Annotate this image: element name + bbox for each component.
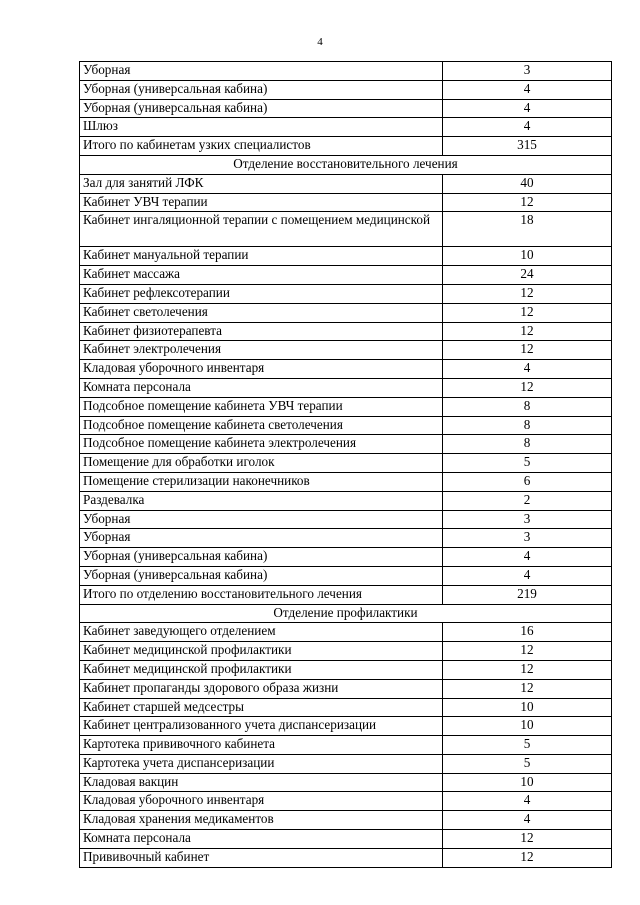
page-number: 4 [317,36,323,48]
room-name: Кабинет централизованного учета диспансеризации [80,717,443,736]
total-area: 315 [443,137,612,156]
room-name: Уборная [80,62,443,81]
room-area: 12 [443,284,612,303]
room-area: 4 [443,99,612,118]
room-area: 18 [443,212,612,247]
room-area: 12 [443,848,612,867]
room-name: Кабинет заведующего отделением [80,623,443,642]
room-area: 10 [443,773,612,792]
total-label: Итого по кабинетам узких специалистов [80,137,443,156]
room-area: 6 [443,472,612,491]
room-name: Кабинет старшей медсестры [80,698,443,717]
table-row [80,623,612,642]
room-area: 16 [443,623,612,642]
table-row [80,566,612,585]
total-row [80,137,612,156]
room-area: 3 [443,529,612,548]
room-name: Комната персонала [80,830,443,849]
room-area: 5 [443,754,612,773]
room-name: Уборная [80,510,443,529]
room-name: Кабинет пропаганды здорового образа жизни [80,679,443,698]
room-name: Кабинет электролечения [80,341,443,360]
table-row [80,754,612,773]
table-row [80,435,612,454]
table-row [80,212,612,247]
room-name: Картотека учета диспансеризации [80,754,443,773]
room-name: Кабинет физиотерапевта [80,322,443,341]
room-area: 4 [443,360,612,379]
room-area: 4 [443,118,612,137]
room-area: 5 [443,736,612,755]
room-area: 8 [443,416,612,435]
room-name: Уборная (универсальная кабина) [80,566,443,585]
room-area: 4 [443,80,612,99]
rooms-area-table [79,61,612,868]
room-area: 12 [443,193,612,212]
room-area: 3 [443,62,612,81]
room-area: 8 [443,397,612,416]
table-row [80,378,612,397]
table-row [80,642,612,661]
table-row [80,62,612,81]
section-header-row [80,604,612,623]
room-name: Прививочный кабинет [80,848,443,867]
room-name: Кабинет мануальной терапии [80,247,443,266]
table-row [80,698,612,717]
table-row [80,510,612,529]
room-area: 10 [443,247,612,266]
room-name: Шлюз [80,118,443,137]
room-area: 4 [443,548,612,567]
room-area: 4 [443,811,612,830]
room-name: Уборная (универсальная кабина) [80,548,443,567]
room-name: Уборная (универсальная кабина) [80,80,443,99]
room-name: Помещение для обработки иголок [80,454,443,473]
room-name: Комната персонала [80,378,443,397]
room-area: 12 [443,322,612,341]
room-area: 12 [443,660,612,679]
table-row [80,717,612,736]
room-name: Кладовая уборочного инвентаря [80,360,443,379]
room-area: 4 [443,792,612,811]
table-row [80,529,612,548]
room-name: Кабинет ингаляционной терапии с помещением медицинской [80,212,443,247]
section-title: Отделение восстановительного лечения [80,155,612,174]
room-area: 12 [443,378,612,397]
room-name: Кабинет медицинской профилактики [80,660,443,679]
table-row [80,472,612,491]
room-name: Кладовая вакцин [80,773,443,792]
table-row [80,193,612,212]
table-row [80,548,612,567]
room-area: 10 [443,717,612,736]
room-name: Кабинет рефлексотерапии [80,284,443,303]
table-row [80,341,612,360]
room-name: Кладовая уборочного инвентаря [80,792,443,811]
room-name: Уборная [80,529,443,548]
table-row [80,360,612,379]
room-name: Подсобное помещение кабинета УВЧ терапии [80,397,443,416]
room-name: Кабинет медицинской профилактики [80,642,443,661]
room-name: Уборная (универсальная кабина) [80,99,443,118]
room-name: Картотека прививочного кабинета [80,736,443,755]
room-name: Подсобное помещение кабинета электролечения [80,435,443,454]
rooms-table-body [80,62,612,868]
table-row [80,397,612,416]
room-area: 8 [443,435,612,454]
table-row [80,811,612,830]
table-row [80,454,612,473]
room-area: 2 [443,491,612,510]
table-row [80,773,612,792]
table-row [80,247,612,266]
table-row [80,491,612,510]
room-area: 5 [443,454,612,473]
room-name: Кладовая хранения медикаментов [80,811,443,830]
room-name: Раздевалка [80,491,443,510]
room-area: 4 [443,566,612,585]
table-row [80,174,612,193]
room-name: Кабинет УВЧ терапии [80,193,443,212]
room-name: Помещение стерилизации наконечников [80,472,443,491]
room-area: 12 [443,642,612,661]
table-row [80,266,612,285]
total-label: Итого по отделению восстановительного лечения [80,585,443,604]
section-title: Отделение профилактики [80,604,612,623]
table-row [80,416,612,435]
room-name: Зал для занятий ЛФК [80,174,443,193]
table-row [80,848,612,867]
room-area: 12 [443,341,612,360]
table-row [80,660,612,679]
table-row [80,830,612,849]
room-name: Подсобное помещение кабинета светолечения [80,416,443,435]
room-area: 12 [443,679,612,698]
table-row [80,118,612,137]
room-area: 24 [443,266,612,285]
total-area: 219 [443,585,612,604]
room-name: Кабинет массажа [80,266,443,285]
table-row [80,679,612,698]
table-row [80,322,612,341]
total-row [80,585,612,604]
room-name: Кабинет светолечения [80,303,443,322]
room-area: 40 [443,174,612,193]
room-area: 12 [443,303,612,322]
room-area: 10 [443,698,612,717]
table-row [80,99,612,118]
room-area: 3 [443,510,612,529]
table-row [80,792,612,811]
table-row [80,284,612,303]
room-area: 12 [443,830,612,849]
section-header-row [80,155,612,174]
table-row [80,303,612,322]
table-row [80,80,612,99]
table-row [80,736,612,755]
